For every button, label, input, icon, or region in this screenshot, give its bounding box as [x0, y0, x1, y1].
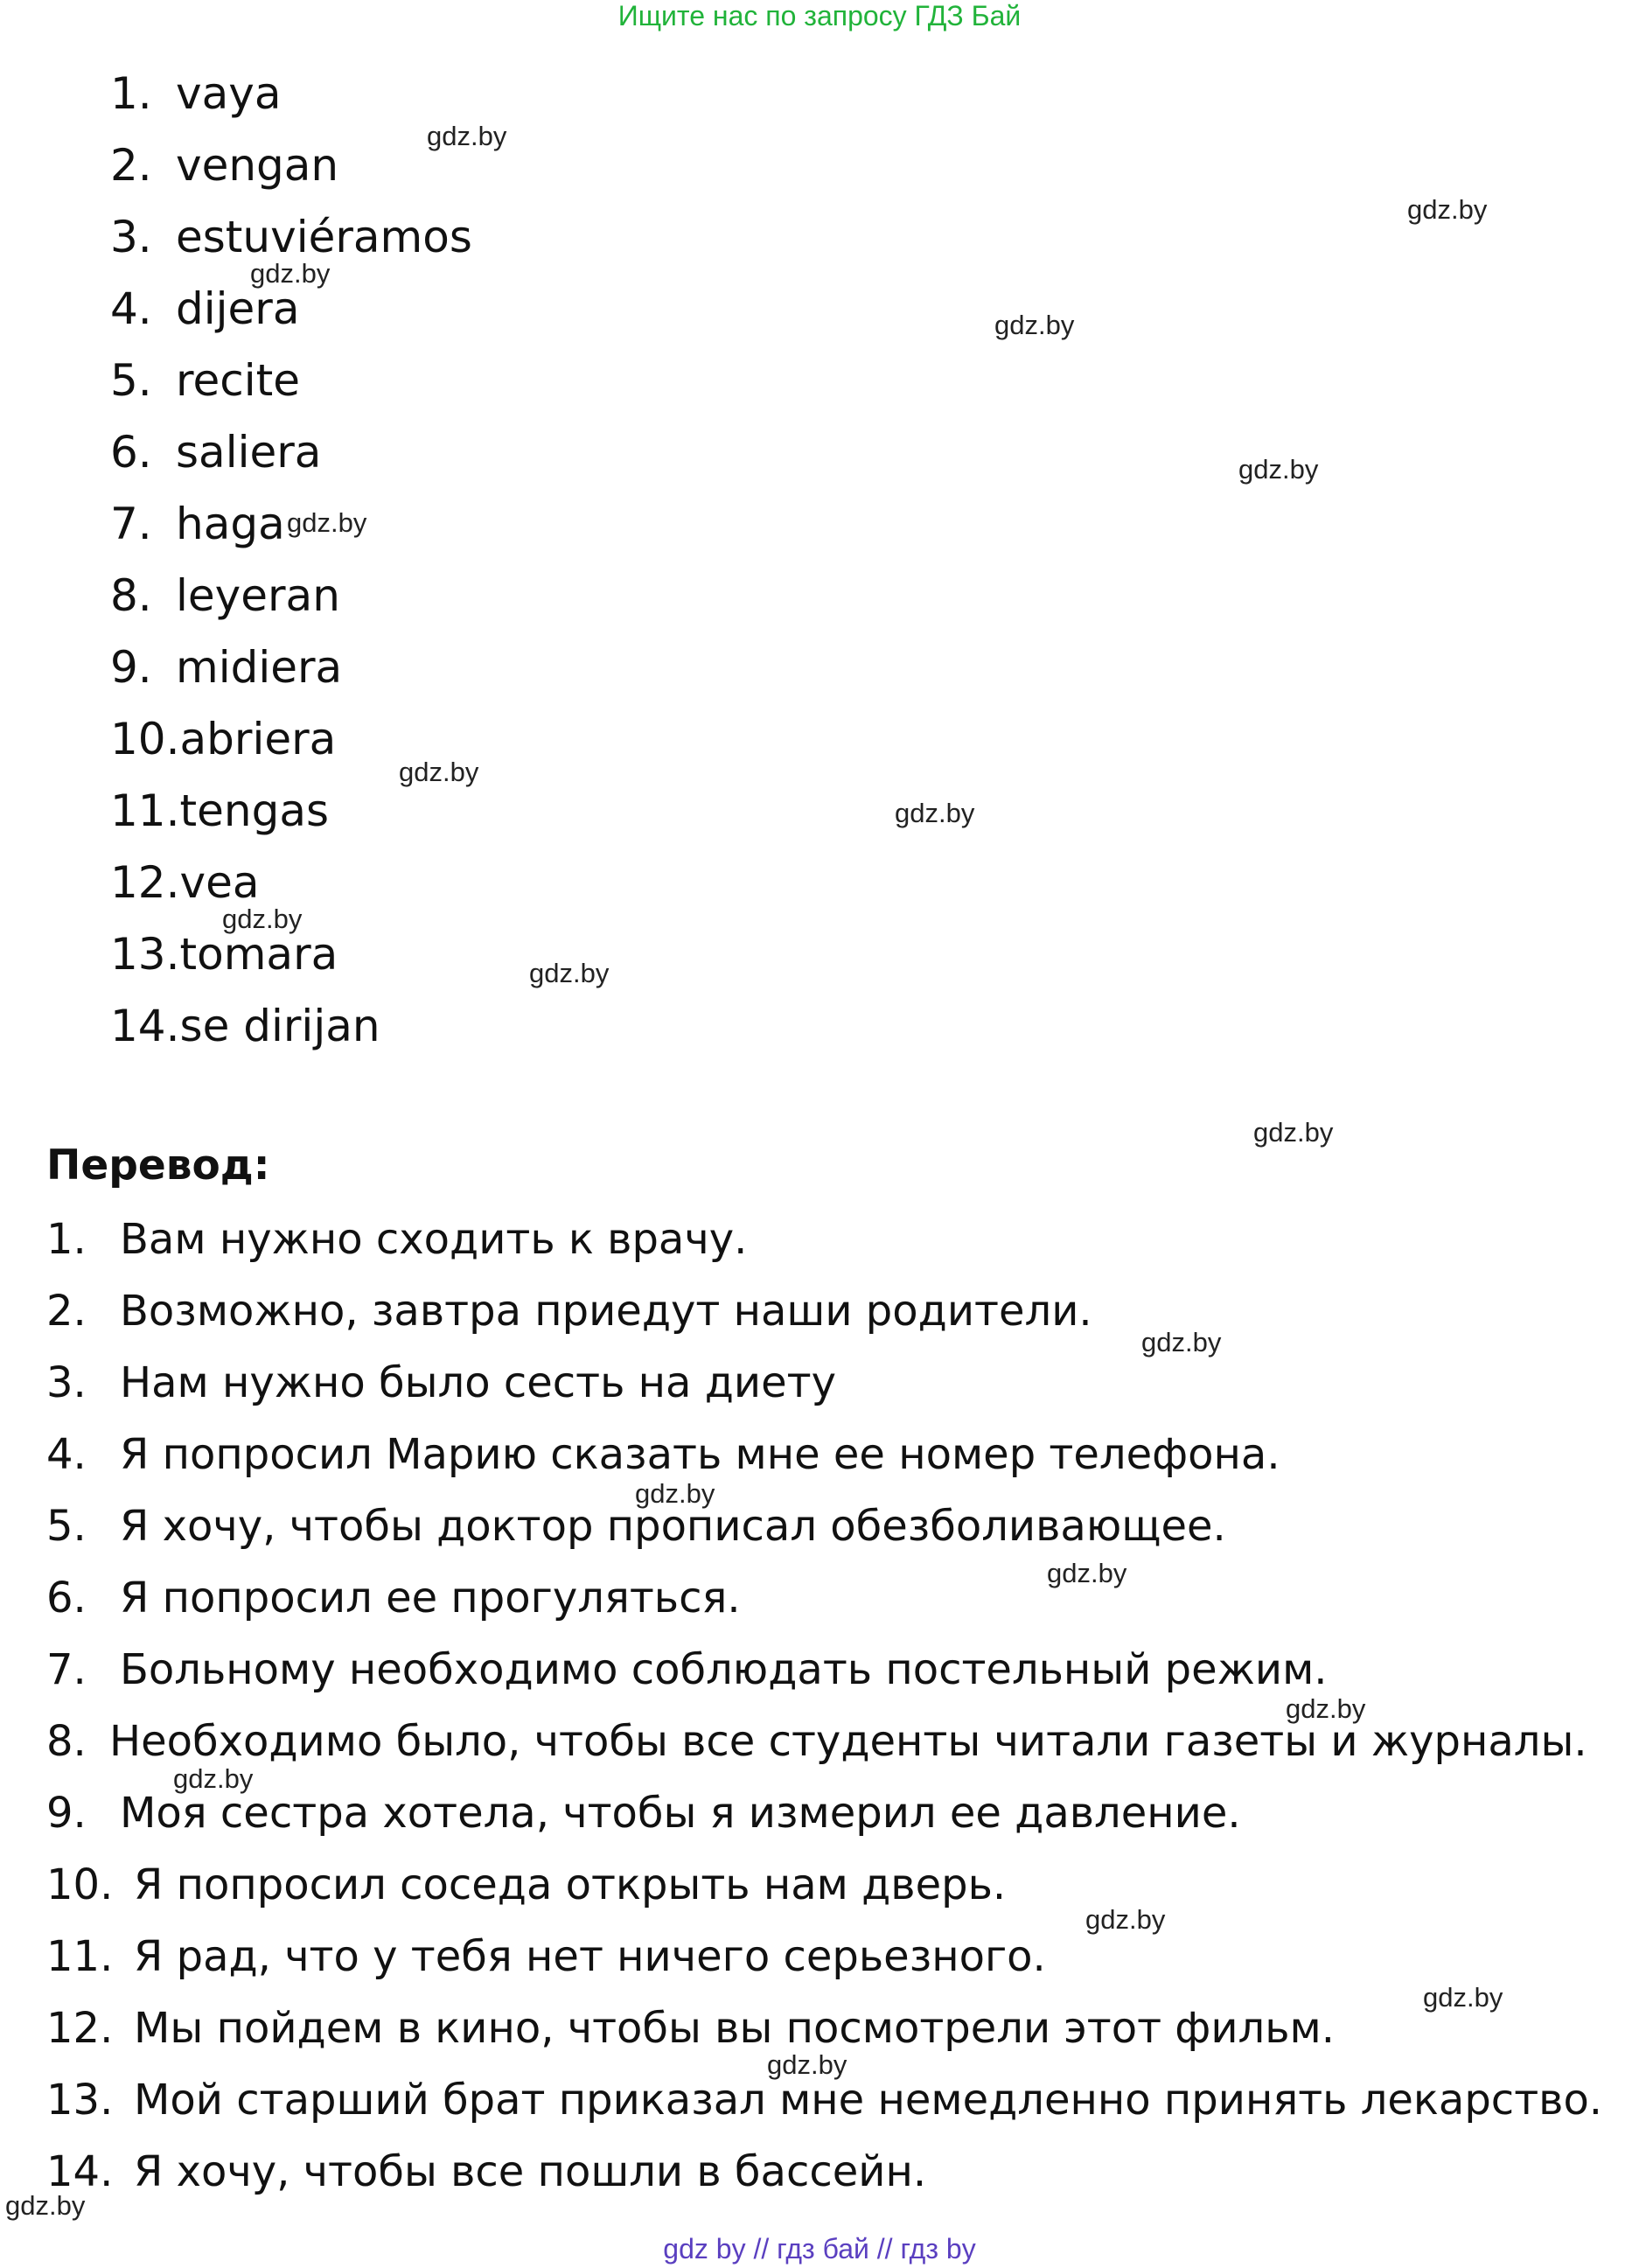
translation-item-1: [46, 1209, 1602, 1281]
watermark: gdz.by: [994, 310, 1075, 340]
translation-item-4: [46, 1424, 1602, 1496]
header-search-note: Ищите нас по запросу ГДЗ Бай: [617, 0, 1022, 31]
translation-item-5: [46, 1496, 1602, 1567]
translation-item-2: [46, 1281, 1602, 1352]
translation-number: 13.: [46, 2076, 114, 2125]
answer-text: tengas: [179, 785, 330, 836]
translation-text: Необходимо было, чтобы все студенты читали газеты и журналы.: [109, 1717, 1587, 1766]
translation-heading: Перевод:: [46, 1141, 270, 1190]
watermark: gdz.by: [1141, 1327, 1222, 1357]
watermark: gdz.by: [1238, 454, 1319, 485]
answer-number: 5.: [110, 355, 152, 406]
answer-number: 14.: [110, 1001, 180, 1051]
translation-text: Я хочу, чтобы все пошли в бассейн.: [134, 2147, 927, 2196]
answer-text: dijera: [176, 283, 300, 334]
answer-text: haga: [176, 499, 285, 549]
answer-number: 7.: [110, 499, 152, 549]
watermark: gdz.by: [1423, 1982, 1503, 2013]
watermark: gdz.by: [173, 1763, 254, 1794]
translation-item-13: [46, 2069, 1602, 2141]
answer-item-2: [110, 135, 472, 206]
answer-number: 3.: [110, 212, 152, 262]
footer-site-note: gdz by // гдз бай // гдз by: [663, 2233, 976, 2265]
translation-number: 7.: [46, 1645, 87, 1694]
answer-item-13: [110, 924, 472, 995]
watermark: gdz.by: [399, 757, 479, 787]
translation-item-8: [46, 1711, 1602, 1783]
translation-item-10: [46, 1854, 1602, 1926]
answer-item-8: [110, 565, 472, 637]
answer-text: leyeran: [176, 570, 340, 621]
translation-text: Больному необходимо соблюдать постельный режим.: [120, 1645, 1328, 1694]
answer-item-11: [110, 780, 472, 852]
answer-number: 10.: [110, 714, 180, 764]
watermark: gdz.by: [1407, 194, 1488, 225]
translation-text: Возможно, завтра приедут наши родители.: [120, 1287, 1092, 1336]
answer-text: se dirijan: [179, 1001, 380, 1051]
translation-text: Я попросил Марию сказать мне ее номер телефона.: [120, 1430, 1280, 1479]
answer-text: vengan: [176, 140, 339, 191]
translation-text: Я хочу, чтобы доктор прописал обезболивающее.: [120, 1502, 1226, 1551]
answer-text: vaya: [176, 68, 282, 119]
watermark: gdz.by: [635, 1478, 715, 1509]
translation-item-11: [46, 1926, 1602, 1998]
translation-item-3: [46, 1352, 1602, 1424]
watermark: gdz.by: [767, 2049, 847, 2080]
translation-text: Я попросил ее прогуляться.: [120, 1574, 741, 1622]
watermark: gdz.by: [1047, 1558, 1127, 1588]
watermark: gdz.by: [895, 798, 975, 828]
translation-number: 5.: [46, 1502, 87, 1551]
watermark: gdz.by: [222, 904, 303, 934]
watermark: gdz.by: [5, 2190, 86, 2221]
translation-number: 10.: [46, 1860, 114, 1909]
translation-item-14: [46, 2141, 1602, 2213]
watermark: gdz.by: [427, 121, 507, 151]
translation-item-9: [46, 1783, 1602, 1854]
watermark: gdz.by: [250, 258, 331, 289]
translation-item-7: [46, 1639, 1602, 1711]
translation-number: 12.: [46, 2004, 114, 2053]
watermark: gdz.by: [1286, 1693, 1366, 1724]
answer-item-9: [110, 637, 472, 708]
translation-number: 3.: [46, 1358, 87, 1407]
translation-item-6: [46, 1567, 1602, 1639]
watermark: gdz.by: [1085, 1904, 1166, 1935]
answer-item-6: [110, 422, 472, 493]
translation-text: Мы пойдем в кино, чтобы вы посмотрели этот фильм.: [134, 2004, 1335, 2053]
translation-text: Я попросил соседа открыть нам дверь.: [134, 1860, 1007, 1909]
watermark: gdz.by: [287, 507, 367, 538]
answer-number: 6.: [110, 427, 152, 478]
translation-number: 2.: [46, 1287, 87, 1336]
answer-item-14: [110, 995, 472, 1067]
answer-number: 11.: [110, 785, 180, 836]
translation-number: 14.: [46, 2147, 114, 2196]
translation-number: 8.: [46, 1717, 87, 1766]
answer-number: 4.: [110, 283, 152, 334]
translation-text: Вам нужно сходить к врачу.: [120, 1215, 748, 1264]
translation-text: Моя сестра хотела, чтобы я измерил ее давление.: [120, 1789, 1241, 1838]
answer-item-4: [110, 278, 472, 350]
watermark: gdz.by: [1253, 1117, 1334, 1148]
answer-number: 12.: [110, 857, 180, 908]
translation-number: 6.: [46, 1574, 87, 1622]
answer-number: 13.: [110, 929, 180, 980]
answer-number: 8.: [110, 570, 152, 621]
answer-number: 9.: [110, 642, 152, 693]
answer-text: abriera: [179, 714, 337, 764]
answer-item-1: [110, 63, 472, 135]
answer-text: recite: [176, 355, 300, 406]
translation-number: 11.: [46, 1932, 114, 1981]
translation-number: 9.: [46, 1789, 87, 1838]
translation-number: 1.: [46, 1215, 87, 1264]
answer-text: vea: [179, 857, 260, 908]
answer-text: estuviéramos: [176, 212, 472, 262]
answer-number: 2.: [110, 140, 152, 191]
translation-number: 4.: [46, 1430, 87, 1479]
answer-text: midiera: [176, 642, 343, 693]
answer-number: 1.: [110, 68, 152, 119]
translation-text: Мой старший брат приказал мне немедленно принять лекарство.: [134, 2076, 1603, 2125]
translation-text: Я рад, что у тебя нет ничего серьезного.: [134, 1932, 1046, 1981]
answer-item-5: [110, 350, 472, 422]
answer-text: saliera: [176, 427, 322, 478]
watermark: gdz.by: [529, 958, 610, 988]
translation-text: Нам нужно было сесть на диету: [120, 1358, 836, 1407]
answer-text: tomara: [179, 929, 338, 980]
